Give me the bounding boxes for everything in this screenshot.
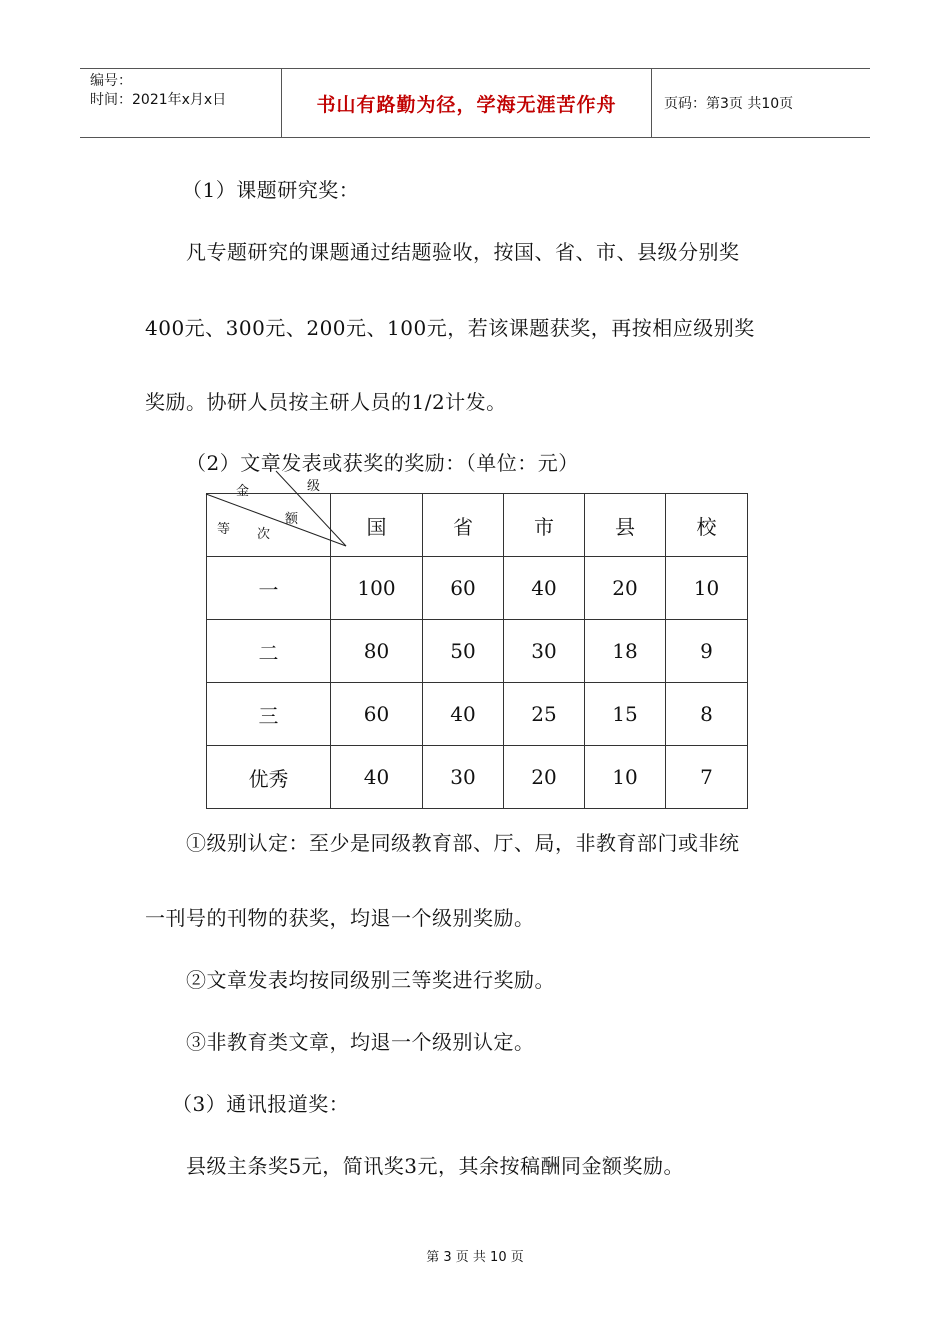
row-label: 一 [207,557,331,620]
row-label: 二 [207,620,331,683]
doc-code-label: 编号： [90,73,132,89]
table-cell: 40 [331,746,423,809]
table-cell: 30 [423,746,504,809]
diag-label-jin: 金 [236,484,250,499]
section3-line1: 县级主条奖5元，简讯奖3元，其余按稿酬同金额奖励。 [186,1154,684,1178]
diagonal-header-cell [207,479,331,557]
page-header [80,68,870,138]
diag-label-e: 额 [285,512,299,527]
table-cell: 18 [585,620,666,683]
row-label: 三 [207,683,331,746]
note2: ②文章发表均按同级别三等奖进行奖励。 [186,968,555,992]
column-header: 市 [504,494,585,557]
row-label: 优秀 [207,746,331,809]
table-cell: 8 [666,683,748,746]
award-table [206,479,748,809]
table-cell: 25 [504,683,585,746]
table-cell: 50 [423,620,504,683]
table-cell: 30 [504,620,585,683]
diag-label-deng: 等 [217,522,231,537]
table-row [207,746,748,809]
table-cell: 60 [331,683,423,746]
table-cell: 40 [423,683,504,746]
table-cell: 10 [666,557,748,620]
table-cell: 10 [585,746,666,809]
table-row [207,557,748,620]
table-cell: 20 [585,557,666,620]
table-header-row [207,494,748,557]
table-cell: 7 [666,746,748,809]
table-cell: 9 [666,620,748,683]
table-row [207,620,748,683]
section1-line1: 凡专题研究的课题通过结题验收，按国、省、市、县级分别奖 [186,240,740,264]
page-footer: 第 3 页 共 10 页 [426,1250,524,1265]
doc-time-label: 时间：2021年x月x日 [90,92,227,108]
diag-label-ji: 级 [307,479,321,494]
note3: ③非教育类文章，均退一个级别认定。 [186,1030,535,1054]
note1-line1: ①级别认定：至少是同级教育部、厅、局，非教育部门或非统 [186,831,740,855]
column-header: 省 [423,494,504,557]
table-row [207,683,748,746]
table-cell: 80 [331,620,423,683]
column-header: 校 [666,494,748,557]
column-header: 国 [331,494,423,557]
section1-line3: 奖励。协研人员按主研人员的1/2计发。 [145,390,507,414]
note1-line2: 一刊号的刊物的获奖，均退一个级别奖励。 [145,906,535,930]
column-header: 县 [585,494,666,557]
section2-title: （2）文章发表或获奖的奖励：（单位：元） [186,451,579,475]
table-cell: 60 [423,557,504,620]
header-page-info: 页码：第3页 共10页 [664,96,794,112]
section3-title: （3）通讯报道奖： [172,1092,350,1116]
table-cell: 40 [504,557,585,620]
section1-title: （1）课题研究奖： [182,178,360,202]
header-meta [80,69,282,137]
table-cell: 15 [585,683,666,746]
section1-line2: 400元、300元、200元、100元，若该课题获奖，再按相应级别奖 [145,316,755,340]
diag-label-ci: 次 [257,527,271,542]
table-cell: 100 [331,557,423,620]
header-motto: 书山有路勤为径，学海无涯苦作舟 [282,69,652,137]
table-cell: 20 [504,746,585,809]
